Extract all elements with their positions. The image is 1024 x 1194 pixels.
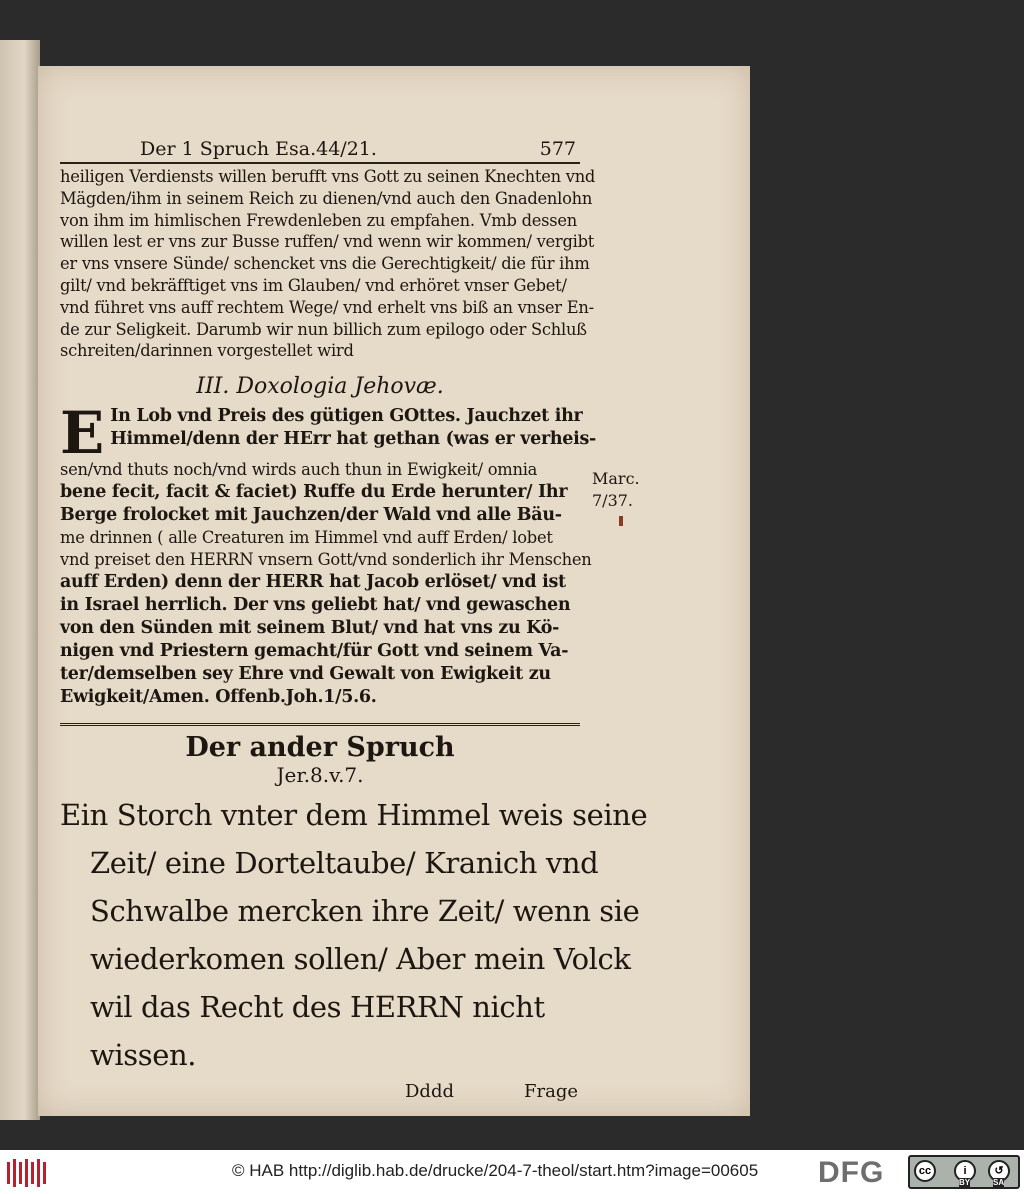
body-line: heiligen Verdiensts willen berufft vns Gott zu seinen Knechten vnd — [60, 167, 596, 186]
doxology-line: nigen vnd Priestern gemacht/für Gott vnd seinem Va- — [60, 640, 569, 661]
verse-line: wissen. — [90, 1037, 197, 1072]
running-title: Der 1 Spruch Esa.44/21. — [140, 138, 377, 160]
doxology-line: auff Erden) denn der HERR hat Jacob erlöset/ vnd ist — [60, 571, 566, 592]
page-footer — [60, 1081, 580, 1102]
doxology-line: vnd preiset den HERRN vnsern Gott/vnd sonderlich ihr Menschen — [60, 549, 592, 569]
body-line: vnd führet vns auff rechtem Wege/ vnd erhelt vns biß an vnser En- — [60, 297, 594, 317]
second-saying-title: Der ander Spruch — [185, 731, 455, 763]
doxology-line: in Israel herrlich. Der vns geliebt hat/ vnd gewaschen — [60, 594, 571, 615]
verse-line: wiederkomen sollen/ Aber mein Volck — [90, 941, 631, 976]
body-line: willen lest er vns zur Busse ruffen/ vnd wenn wir kommen/ vergibt — [60, 232, 595, 252]
sa-label: SA — [993, 1178, 1005, 1187]
copyright-permalink[interactable]: © HAB http://diglib.hab.de/drucke/204-7-theol/start.htm?image=00605 — [232, 1161, 759, 1180]
body-line: de zur Seligkeit. Darumb wir nun billich zum epilogo oder Schluß — [60, 319, 587, 339]
footer-bar — [0, 1150, 1024, 1194]
body-line: er vns vnsere Sünde/ schencket vns die Gerechtigkeit/ die für ihm — [60, 254, 590, 274]
doxology-line: Ewigkeit/Amen. Offenb.Joh.1/5.6. — [60, 686, 377, 707]
doxology-line: In Lob vnd Preis des gütigen GOttes. Jauchzet ihr — [110, 406, 583, 427]
ink-mark — [619, 516, 623, 526]
cc-license-badge[interactable] — [908, 1155, 1020, 1189]
body-line: gilt/ vnd bekräfftiget vns im Glauben/ vnd erhöret vnser Gebet/ — [60, 275, 567, 295]
dfg-logo[interactable]: DFG — [818, 1156, 885, 1189]
library-barcode-logo-icon[interactable] — [6, 1158, 48, 1188]
doxology-paragraph — [60, 399, 596, 708]
sa-icon: ↺ — [988, 1160, 1010, 1182]
running-header — [60, 138, 580, 164]
page-number: 577 — [539, 138, 576, 160]
drop-capital: E — [60, 399, 105, 468]
by-icon: i — [954, 1160, 976, 1182]
verse-line: Schwalbe mercken ihre Zeit/ wenn sie — [90, 893, 640, 928]
doxology-line: sen/vnd thuts noch/vnd wirds auch thun in Ewigkeit/ omnia — [60, 460, 538, 480]
verse-line: Ein Storch vnter dem Himmel weis seine — [60, 797, 648, 832]
verse-block — [60, 791, 648, 1079]
doxology-line: me drinnen ( alle Creaturen im Himmel vnd auff Erden/ lobet — [60, 527, 553, 547]
section-divider — [60, 723, 580, 726]
cc-icon: cc — [914, 1160, 936, 1182]
section-title: III. Doxologia Jehovæ. — [196, 374, 444, 400]
previous-page-edge — [0, 40, 40, 1120]
body-line: schreiten/darinnen vorgestellet wird — [60, 341, 354, 361]
doxology-line: Berge frolocket mit Jauchzen/der Wald vnd alle Bäu- — [60, 504, 562, 525]
doxology-line: von den Sünden mit seinem Blut/ vnd hat vns zu Kö- — [60, 617, 560, 638]
doxology-line: Himmel/denn der HErr hat gethan (was er verheis- — [110, 429, 596, 450]
body-paragraph — [60, 166, 596, 362]
signature-mark: Dddd — [405, 1080, 454, 1102]
margin-note-line: 7/37. — [592, 491, 634, 510]
by-label: BY — [959, 1178, 971, 1187]
verse-line: Zeit/ eine Dorteltaube/ Kranich vnd — [90, 845, 599, 880]
doxology-line: bene fecit, facit & faciet) Ruffe du Erde herunter/ Ihr — [60, 481, 568, 502]
catchword: Frage — [524, 1080, 578, 1102]
margin-note — [592, 468, 640, 512]
doxology-line: ter/demselben sey Ehre vnd Gewalt von Ewigkeit zu — [60, 663, 551, 684]
body-line: Mägden/ihm in seinem Reich zu dienen/vnd auch den Gnadenlohn — [60, 188, 593, 208]
body-line: von ihm im himlischen Frewdenleben zu empfahen. Vmb dessen — [60, 210, 577, 230]
margin-note-line: Marc. — [592, 469, 640, 488]
second-saying-reference: Jer.8.v.7. — [276, 762, 364, 787]
verse-line: wil das Recht des HERRN nicht — [90, 989, 545, 1024]
